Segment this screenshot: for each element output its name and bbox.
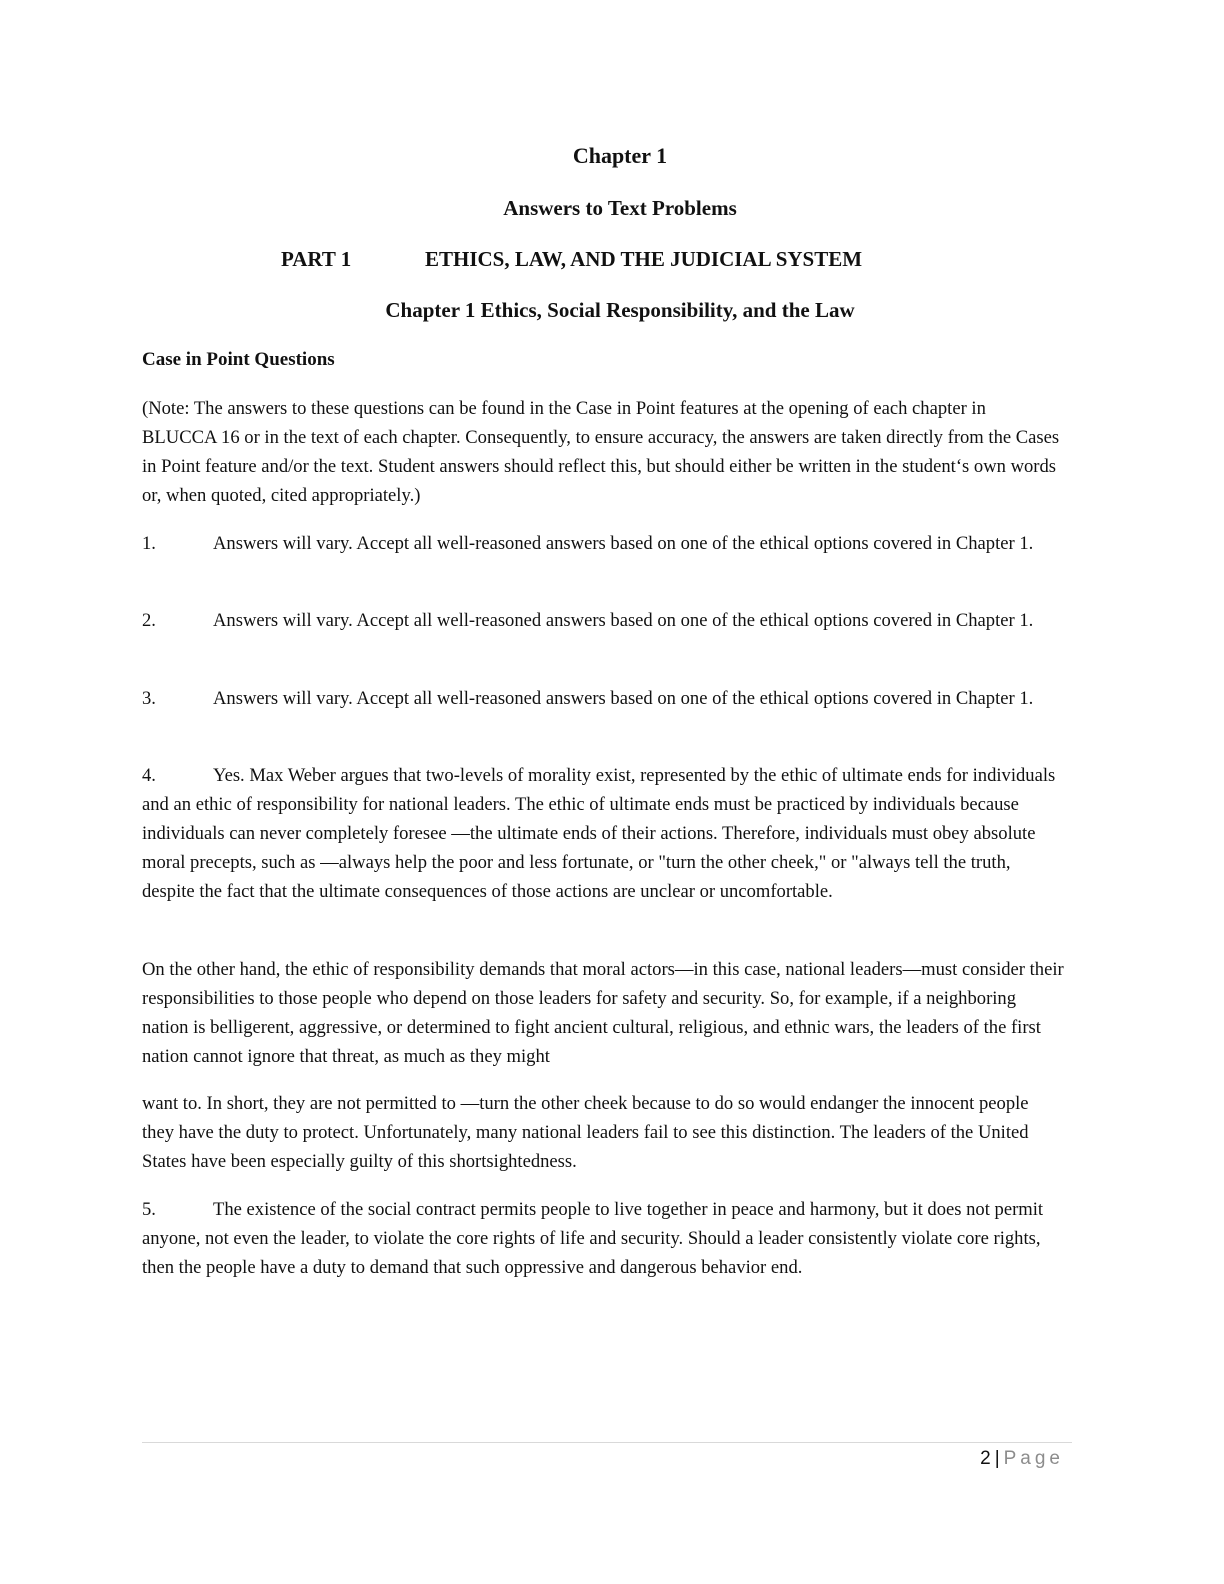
- part-heading: [281, 247, 862, 272]
- answer-number: 4.: [142, 765, 156, 786]
- answer-text: The existence of the social contract permits people to live together in peace and harmony, but it does not permit anyone, not even the leader, to violate the core rights of life and security. Should a leader consistently violate core rights, then the people have a duty to demand that such oppressive and dangerous behavior end.: [142, 1199, 1044, 1278]
- answer-item-1: [142, 530, 1064, 559]
- answer-item-2: [142, 607, 1064, 636]
- page-number: 2: [980, 1448, 991, 1469]
- answer-4-continuation-1: On the other hand, the ethic of responsibility demands that moral actors—in this case, national leaders—must consider their responsibilities to those people who depend on those leaders for safety and security. So, for example, if a neighboring nation is belligerent, aggressive, or determined to fight ancient cultural, religious, and ethnic wars, the leaders of the first nation cannot ignore that threat, as much as they might: [142, 959, 1064, 1067]
- answer-text: Answers will vary. Accept all well-reasoned answers based on one of the ethical options covered in Chapter 1.: [213, 533, 1034, 554]
- answer-text: Answers will vary. Accept all well-reasoned answers based on one of the ethical options covered in Chapter 1.: [213, 610, 1034, 631]
- chapter-heading: Chapter 1: [572, 143, 668, 168]
- answer-number: 1.: [142, 533, 156, 554]
- answer-item-5: [142, 1196, 1064, 1283]
- footer-separator: |: [994, 1448, 1000, 1469]
- page-footer: [980, 1448, 1064, 1470]
- footer-divider: [142, 1442, 1072, 1443]
- note-paragraph: (Note: The answers to these questions can be found in the Case in Point features at the opening of each chapter in BLUCCA 16 or in the text of each chapter. Consequently, to ensure accuracy, the answers are taken directly from the Cases in Point feature and/or the text. Student answers should reflect this, but should either be written in the student‘s own words or, when quoted, cited appropriately.): [142, 398, 1060, 506]
- chapter-title: Chapter 1 Ethics, Social Responsibility, and the Law: [385, 298, 855, 322]
- answer-number: 2.: [142, 610, 156, 631]
- section-heading: Case in Point Questions: [142, 349, 335, 370]
- part-number: PART 1: [281, 247, 352, 271]
- answer-number: 3.: [142, 688, 156, 709]
- answer-4-continuation-2: want to. In short, they are not permitted to ―turn the other cheek because to do so would endanger the innocent people they have the duty to protect. Unfortunately, many national leaders fail to see this distinction. The leaders of the United States have been especially guilty of this shortsightedness.: [142, 1093, 1029, 1172]
- answers-title: Answers to Text Problems: [503, 196, 737, 220]
- answer-text: Answers will vary. Accept all well-reasoned answers based on one of the ethical options covered in Chapter 1.: [213, 688, 1034, 709]
- answer-item-3: [142, 685, 1064, 714]
- answer-text: Yes. Max Weber argues that two-levels of morality exist, represented by the ethic of ultimate ends for individuals and an ethic of responsibility for national leaders. The ethic of ultimate ends must be practiced by individuals because individuals can never completely foresee ―the ultimate ends of their actions. Therefore, individuals must obey absolute moral precepts, such as ―always help the poor and less fortunate, or "turn the other cheek," or "always tell the truth, despite the fact that the ultimate consequences of those actions are unclear or uncomfortable.: [142, 765, 1056, 902]
- answer-number: 5.: [142, 1199, 156, 1220]
- part-title: ETHICS, LAW, AND THE JUDICIAL SYSTEM: [425, 247, 863, 271]
- answer-item-4: [142, 762, 1064, 907]
- page-label: Page: [1003, 1448, 1064, 1469]
